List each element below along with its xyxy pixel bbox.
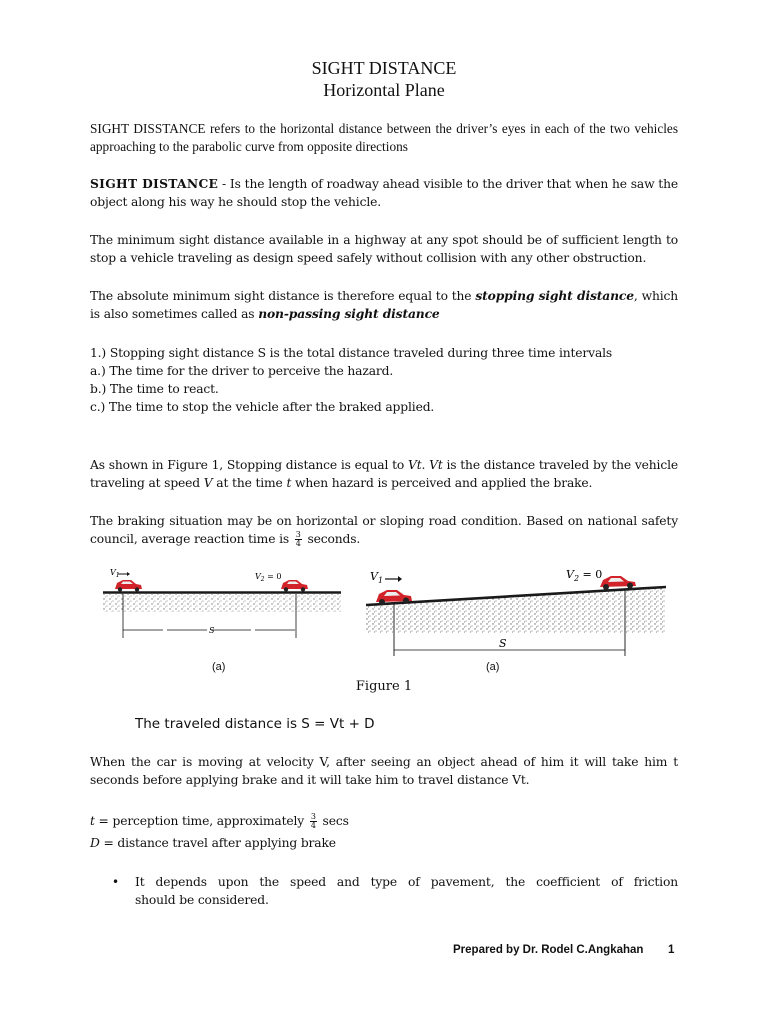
variable-d bbox=[90, 832, 678, 854]
footer-author: Prepared by Dr. Rodel C.Angkahan bbox=[453, 944, 644, 956]
figure-horizontal-road bbox=[103, 558, 347, 646]
shown-text-3: is the distance traveled by the vehicle traveling at speed bbox=[90, 458, 678, 490]
shown-text-1: As shown in Figure 1, Stopping distance is equal to bbox=[90, 458, 408, 472]
ssd-item-c: c.) The time to stop the vehicle after the braked applied. bbox=[90, 400, 435, 414]
car-stopped bbox=[281, 580, 308, 592]
symbol-v: V bbox=[203, 476, 213, 490]
ssd-item-a: a.) The time for the driver to perceive the hazard. bbox=[90, 364, 394, 378]
definition-text: - Is the length of roadway ahead visible to the driver that when he saw the object along his way he should stop the vehicle. bbox=[90, 177, 678, 209]
bullet-line-1: It depends upon the speed and type of pavement, the coefficient of friction bbox=[135, 875, 678, 889]
definition-term: SIGHT DISTANCE bbox=[90, 176, 219, 191]
braking-paragraph bbox=[90, 512, 678, 548]
shown-text-4: at the time bbox=[212, 476, 287, 490]
label-v2: $V_2 = 0$ bbox=[566, 568, 603, 583]
variables-block bbox=[90, 810, 678, 854]
absolute-paragraph bbox=[90, 287, 678, 323]
fraction-three-quarters bbox=[310, 813, 317, 830]
label-s: S bbox=[209, 626, 215, 635]
variable-t-text: = perception time, approximately bbox=[94, 814, 308, 828]
fraction-denominator: 4 bbox=[295, 539, 301, 548]
shown-paragraph bbox=[90, 456, 678, 492]
road-base bbox=[103, 594, 341, 612]
variable-d-text: = distance travel after applying brake bbox=[99, 836, 336, 850]
figure-left-label: (a) bbox=[212, 661, 226, 673]
symbol-t: t bbox=[286, 476, 292, 490]
ssd-lead: 1.) Stopping sight distance S is the total distance traveled during three time intervals bbox=[90, 346, 613, 360]
label-v1: $V_1$ bbox=[110, 568, 120, 579]
definition-paragraph bbox=[90, 175, 678, 211]
minimum-paragraph: The minimum sight distance available in a highway at any spot should be of sufficient length to stop a vehicle traveling as design speed safely without collision with any other obstruction. bbox=[90, 233, 678, 265]
car-stopped-slope bbox=[600, 576, 636, 590]
symbol-t: t bbox=[90, 814, 95, 828]
non-passing-term: non-passing sight distance bbox=[258, 306, 440, 321]
variable-t bbox=[90, 810, 678, 832]
page-subtitle: Horizontal Plane bbox=[323, 80, 445, 100]
braking-text: The braking situation may be on horizontal or sloping road condition. Based on national safety council, average reaction time is bbox=[90, 514, 678, 546]
list-item bbox=[112, 873, 678, 909]
page-number: 1 bbox=[668, 944, 675, 956]
shown-text-2: . bbox=[421, 458, 430, 472]
fraction-numerator: 3 bbox=[295, 530, 301, 539]
absolute-before: The absolute minimum sight distance is therefore equal to the bbox=[90, 289, 476, 303]
page-title: SIGHT DISTANCE bbox=[311, 58, 457, 78]
moving-paragraph: When the car is moving at velocity V, after seeing an object ahead of him it will take him t seconds before applying brake and it will take him to travel distance Vt. bbox=[90, 755, 678, 787]
absolute-middle: , which is also sometimes called as bbox=[90, 289, 678, 321]
fraction-denominator: 4 bbox=[310, 821, 316, 830]
symbol-d: D bbox=[90, 836, 100, 850]
shown-text-5: when hazard is perceived and applied the brake. bbox=[291, 476, 593, 490]
figure-sloping-road bbox=[366, 558, 666, 658]
fraction-three-quarters bbox=[295, 531, 302, 548]
intro-paragraph: SIGHT DISSTANCE refers to the horizontal distance between the driver’s eyes in each of the two vehicles approaching to the parabolic curve from opposite directions bbox=[90, 121, 678, 154]
symbol-vt: Vt bbox=[429, 458, 443, 472]
braking-after: seconds. bbox=[303, 532, 361, 546]
figure-right-label: (a) bbox=[486, 661, 500, 673]
bullet-icon: • bbox=[112, 875, 119, 889]
symbol-vt: Vt bbox=[407, 458, 422, 472]
label-v2: $V_2 = 0$ bbox=[255, 572, 282, 583]
ssd-item-b: b.) The time to react. bbox=[90, 382, 219, 396]
label-v1: $V_1$ bbox=[370, 570, 384, 585]
variable-t-unit: secs bbox=[318, 814, 349, 828]
ssd-section bbox=[90, 344, 678, 416]
label-s: S bbox=[499, 637, 507, 650]
car-moving bbox=[115, 580, 142, 592]
traveled-distance-formula: The traveled distance is S = Vt + D bbox=[135, 716, 375, 732]
fraction-numerator: 3 bbox=[310, 812, 316, 821]
bullet-line-2: should be considered. bbox=[135, 893, 269, 907]
stopping-sight-distance-term: stopping sight distance bbox=[475, 288, 634, 303]
figure-caption: Figure 1 bbox=[355, 679, 413, 694]
